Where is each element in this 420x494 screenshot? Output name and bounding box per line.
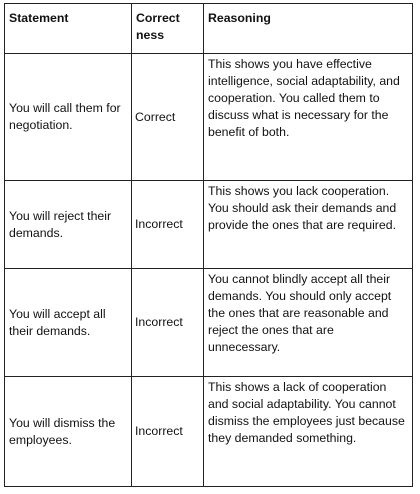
header-correctness-line2: ness	[136, 28, 165, 42]
statement-cell: You will accept all their demands.	[5, 269, 132, 377]
reasoning-cell: You cannot blindly accept all their demands. You should only accept the ones that are reasonable and reject the ones that are unnecessary.	[204, 269, 413, 377]
reasoning-cell: This shows you have effective intelligence, social adaptability, and cooperation. You called them to discuss what is necessary for the benefit of both.	[204, 54, 413, 181]
correctness-cell: Correct	[132, 54, 204, 181]
correctness-cell: Incorrect	[132, 269, 204, 377]
table-row	[5, 377, 413, 487]
statement-cell: You will call them for negotiation.	[5, 54, 132, 181]
header-correctness	[132, 4, 204, 54]
header-correctness-line1: Correct	[136, 11, 180, 25]
table-container	[4, 3, 413, 487]
header-statement: Statement	[5, 4, 132, 54]
table-row	[5, 181, 413, 269]
reasoning-cell: This shows you lack cooperation. You should ask their demands and provide the ones that are required.	[204, 181, 413, 269]
statement-cell: You will reject their demands.	[5, 181, 132, 269]
statement-cell: You will dismiss the employees.	[5, 377, 132, 487]
table-row	[5, 269, 413, 377]
reasoning-cell: This shows a lack of cooperation and social adaptability. You cannot dismiss the employees just because they demanded something.	[204, 377, 413, 487]
correctness-cell: Incorrect	[132, 181, 204, 269]
correctness-cell: Incorrect	[132, 377, 204, 487]
table-row	[5, 54, 413, 181]
answers-table	[4, 3, 413, 487]
header-row	[5, 4, 413, 54]
header-reasoning: Reasoning	[204, 4, 413, 54]
